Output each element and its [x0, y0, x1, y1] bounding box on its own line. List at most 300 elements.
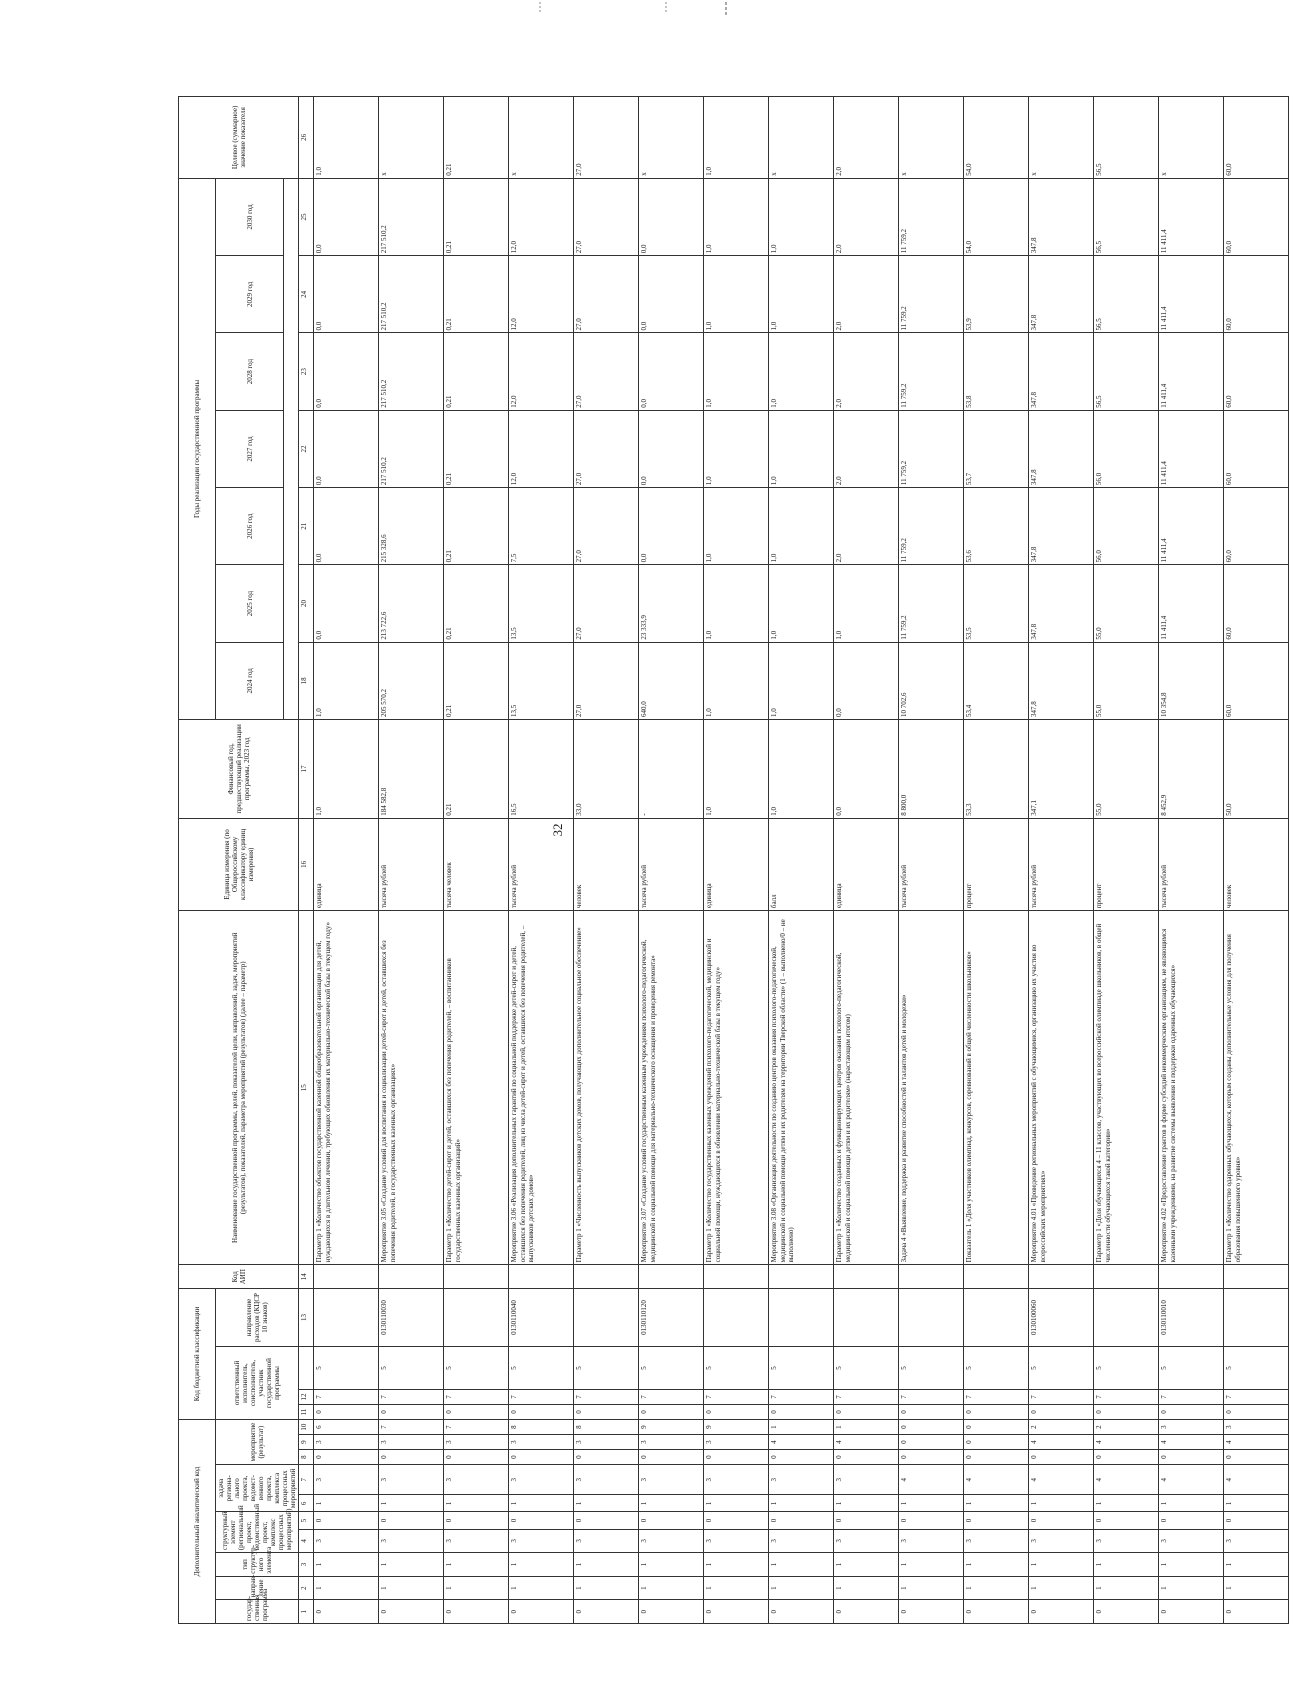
header-year-2024: 2024 год [216, 642, 284, 719]
table-row [509, 97, 574, 1624]
code-cell: 0 [899, 1512, 964, 1529]
code-cell: 1 [1094, 1495, 1159, 1512]
name-cell: Параметр 1 «Количество детей-сирот и детей, оставшихся без попечения родителей, – воспитанников государственных казенных организаций» [444, 911, 509, 1265]
year-value-cell: 0,21 [444, 333, 509, 410]
year-value-cell: 0,0 [639, 256, 704, 333]
code-cell: 9 [704, 1420, 769, 1435]
name-cell: Мероприятие 3.07 «Создание условий государственным казенным учреждениям психолого-педагогической, медицинской и социальной помощи для материально-технического оснащения и проведения ремонта» [639, 911, 704, 1265]
year-value-cell: 1,0 [834, 565, 899, 642]
kcsr-cell [314, 1289, 379, 1347]
code-cell: 0 [1224, 1404, 1289, 1419]
kcsr-cell: 0130110030 [379, 1289, 444, 1347]
header-fin-year: Финансовый год, предшествующий реализации программы, 2023 год [179, 719, 299, 818]
year-value-cell: 1,0 [769, 256, 834, 333]
header-dir: направ-ление [216, 1576, 299, 1600]
fin-year-cell: 50,0 [1224, 719, 1289, 818]
code-cell: 1 [1094, 1576, 1159, 1600]
code-cell: 1 [574, 1495, 639, 1512]
code-cell: 3 [639, 1435, 704, 1450]
unit-cell: процент [964, 818, 1029, 910]
year-value-cell: 1,0 [704, 642, 769, 719]
code-cell: 1 [1224, 1553, 1289, 1577]
unit-cell: единица [704, 818, 769, 910]
code-cell: 3 [379, 1465, 444, 1495]
code-cell: 1 [574, 1576, 639, 1600]
kcsr-cell: 0130110120 [639, 1289, 704, 1347]
year-value-cell: 0,21 [444, 488, 509, 565]
year-value-cell: 0,0 [314, 333, 379, 410]
header-years-group: Годы реализации государственной программы [179, 178, 216, 719]
target-cell: x [509, 97, 574, 179]
code-cell: 0 [704, 1450, 769, 1465]
fin-year-cell: 1,0 [704, 719, 769, 818]
fin-year-cell: 1,0 [314, 719, 379, 818]
target-cell: 54,0 [964, 97, 1029, 179]
code-cell: 0 [769, 1404, 834, 1419]
kcsr-cell [899, 1289, 964, 1347]
target-cell: x [1159, 97, 1224, 179]
code-cell: 5 [444, 1347, 509, 1390]
table-row [1029, 97, 1094, 1624]
table-row [704, 97, 769, 1624]
code-cell: 0 [314, 1600, 379, 1624]
code-cell: 0 [899, 1404, 964, 1419]
year-value-cell: 347,8 [1029, 565, 1094, 642]
code-cell: 7 [1094, 1389, 1159, 1404]
code-cell: 0 [379, 1450, 444, 1465]
code-cell: 1 [1224, 1495, 1289, 1512]
header-task: задача региона-льного проекта, ведомст-венного проекта, комплекса процессных мероприятий [216, 1465, 299, 1512]
table-row [899, 97, 964, 1624]
code-cell: 3 [1159, 1529, 1224, 1553]
year-value-cell: 53,7 [964, 410, 1029, 487]
code-cell: 5 [1029, 1347, 1094, 1390]
target-cell: 2,0 [834, 97, 899, 179]
code-cell: 0 [509, 1512, 574, 1529]
code-cell: 0 [769, 1450, 834, 1465]
code-cell: 4 [1029, 1435, 1094, 1450]
header-year-2027: 2027 год [216, 410, 284, 487]
column-number: 25 [299, 178, 314, 255]
code-cell: 7 [1159, 1389, 1224, 1404]
code-cell: 1 [379, 1576, 444, 1600]
code-cell: 7 [574, 1389, 639, 1404]
year-value-cell: 60,0 [1224, 178, 1289, 255]
code-cell: 8 [509, 1420, 574, 1435]
code-cell: 3 [379, 1529, 444, 1553]
code-cell: 0 [379, 1600, 444, 1624]
code-cell: 3 [1094, 1529, 1159, 1553]
code-cell: 0 [769, 1600, 834, 1624]
year-value-cell: 55,0 [1094, 565, 1159, 642]
code-cell: 3 [314, 1465, 379, 1495]
year-value-cell: 23 333,9 [639, 565, 704, 642]
code-cell: 0 [639, 1450, 704, 1465]
code-cell: 0 [444, 1450, 509, 1465]
code-cell: 0 [1094, 1600, 1159, 1624]
year-value-cell: 53,8 [964, 333, 1029, 410]
name-cell: Мероприятие 4.01 «Проведение региональных мероприятий с обучающимися, организацию их участия во всероссийских мероприятиях» [1029, 911, 1094, 1265]
table-header [179, 97, 314, 1624]
kcsr-cell [704, 1289, 769, 1347]
header-budget-code: Код бюджетной классификации [179, 1289, 216, 1420]
year-value-cell: 60,0 [1224, 333, 1289, 410]
kaip-cell [1029, 1265, 1094, 1289]
code-cell: 5 [639, 1347, 704, 1390]
code-cell: 7 [1029, 1389, 1094, 1404]
year-value-cell: 347,8 [1029, 410, 1094, 487]
unit-cell: тысяча рублей [1159, 818, 1224, 910]
year-value-cell: 10 354,8 [1159, 642, 1224, 719]
code-cell: 1 [704, 1553, 769, 1577]
code-cell: 3 [704, 1465, 769, 1495]
code-cell: 1 [1159, 1576, 1224, 1600]
column-number: 8 [299, 1450, 314, 1465]
code-cell: 0 [834, 1404, 899, 1419]
code-cell: 0 [1029, 1600, 1094, 1624]
column-number: 22 [299, 410, 314, 487]
kaip-cell [1159, 1265, 1224, 1289]
column-number: 20 [299, 565, 314, 642]
name-cell: Параметр 1 «Количество государственных казенных учреждений психолого-педагогической, медицинской и социальной помощи, нуждающихся в обновлении материально-технической базы в текущем году» [704, 911, 769, 1265]
code-cell: 4 [899, 1465, 964, 1495]
code-cell: 0 [1029, 1450, 1094, 1465]
code-cell: 0 [704, 1404, 769, 1419]
code-cell: 1 [834, 1495, 899, 1512]
unit-cell: тысяча рублей [379, 818, 444, 910]
column-number: 17 [299, 719, 314, 818]
table-row [769, 97, 834, 1624]
code-cell: 7 [834, 1389, 899, 1404]
year-value-cell: 56,0 [1094, 410, 1159, 487]
code-cell: 3 [314, 1529, 379, 1553]
code-cell: 7 [769, 1389, 834, 1404]
code-cell: 9 [639, 1420, 704, 1435]
year-value-cell: 60,0 [1224, 488, 1289, 565]
program-table [178, 96, 1289, 1624]
year-value-cell: 53,6 [964, 488, 1029, 565]
year-value-cell: 2,0 [834, 410, 899, 487]
table-row [574, 97, 639, 1624]
code-cell: 7 [1224, 1389, 1289, 1404]
code-cell: 0 [379, 1512, 444, 1529]
code-cell: 1 [1224, 1576, 1289, 1600]
code-cell: 5 [899, 1347, 964, 1390]
year-value-cell: 60,0 [1224, 410, 1289, 487]
code-cell: 1 [964, 1495, 1029, 1512]
unit-cell: тысяча человек [444, 818, 509, 910]
code-cell: 3 [704, 1435, 769, 1450]
code-cell: 1 [769, 1553, 834, 1577]
year-value-cell: 11 411,4 [1159, 410, 1224, 487]
year-value-cell: 0,21 [444, 410, 509, 487]
code-cell: 1 [899, 1576, 964, 1600]
code-cell: 3 [1224, 1420, 1289, 1435]
code-cell: 0 [1224, 1450, 1289, 1465]
code-cell: 3 [1159, 1420, 1224, 1435]
code-cell: 1 [834, 1420, 899, 1435]
kcsr-cell [1094, 1289, 1159, 1347]
unit-cell: человек [1224, 818, 1289, 910]
column-number: 4 [299, 1529, 314, 1553]
header-target: Целевое (суммарное) значение показателя [179, 97, 299, 179]
header-executor: ответственный исполнитель, соисполнитель, участник государственной программы [216, 1347, 299, 1420]
table-row [1094, 97, 1159, 1624]
year-value-cell: 0,21 [444, 178, 509, 255]
code-cell: 1 [769, 1576, 834, 1600]
header-kaip: Код АИП [179, 1265, 299, 1289]
code-cell: 3 [574, 1435, 639, 1450]
code-cell: 5 [964, 1347, 1029, 1390]
fin-year-cell: 53,3 [964, 719, 1029, 818]
code-cell: 4 [834, 1435, 899, 1450]
unit-cell: процент [1094, 818, 1159, 910]
code-cell: 1 [964, 1576, 1029, 1600]
code-cell: 0 [964, 1435, 1029, 1450]
name-cell: Мероприятие 4.02 «Предоставление грантов в форме субсидий некоммерческим организациям, не являющимся казенными учреждениями, на развитие системы выявления и поддержки одаренных обучающихся» [1159, 911, 1224, 1265]
year-value-cell: 53,9 [964, 256, 1029, 333]
column-number: 11 [299, 1404, 314, 1419]
code-cell: 1 [444, 1576, 509, 1600]
year-value-cell: 217 510,2 [379, 333, 444, 410]
code-cell: 1 [964, 1553, 1029, 1577]
column-number: 2 [299, 1576, 314, 1600]
name-cell: Параметр 1 «Количество объектов государственной казенной общеобразовательной организации для детей, нуждающихся в длительном лечении, требующих обновления их материально-технической базы в текущем году» [314, 911, 379, 1265]
target-cell: 1,0 [704, 97, 769, 179]
unit-cell: тысяча рублей [639, 818, 704, 910]
header-year-2028: 2028 год [216, 333, 284, 410]
target-cell: 27,0 [574, 97, 639, 179]
name-cell: Параметр 1 «Численность выпускников детских домов, получающих дополнительное социальное обеспечение» [574, 911, 639, 1265]
code-cell: 1 [314, 1576, 379, 1600]
year-value-cell: 11 759,2 [899, 565, 964, 642]
year-value-cell: 60,0 [1224, 642, 1289, 719]
column-number: 21 [299, 488, 314, 565]
code-cell: 0 [769, 1512, 834, 1529]
unit-cell: тысяча рублей [1029, 818, 1094, 910]
code-cell: 3 [1029, 1529, 1094, 1553]
code-cell: 0 [509, 1600, 574, 1624]
column-number: 3 [299, 1553, 314, 1577]
code-cell: 4 [1094, 1435, 1159, 1450]
code-cell: 3 [509, 1529, 574, 1553]
code-cell: 0 [704, 1512, 769, 1529]
year-value-cell: 2,0 [834, 178, 899, 255]
kaip-cell [1224, 1265, 1289, 1289]
kaip-cell [769, 1265, 834, 1289]
target-cell: x [379, 97, 444, 179]
year-value-cell: 213 722,6 [379, 565, 444, 642]
fin-year-cell: 55,0 [1094, 719, 1159, 818]
year-value-cell: 11 411,4 [1159, 565, 1224, 642]
column-number: 26 [299, 97, 314, 179]
year-value-cell: 56,5 [1094, 178, 1159, 255]
code-cell: 5 [574, 1347, 639, 1390]
target-cell: 1,0 [314, 97, 379, 179]
year-value-cell: 11 759,2 [899, 333, 964, 410]
code-cell: 3 [639, 1529, 704, 1553]
unit-cell: человек [574, 818, 639, 910]
header-name: Наименование государственной программы, целей, показателей цели, направлений, задач, мероприятий (результатов), показателей, параметра мероприятий (результатов) (далее – параметр) [179, 911, 299, 1265]
year-value-cell: 1,0 [704, 410, 769, 487]
year-value-cell: 12,0 [509, 410, 574, 487]
code-cell: 0 [444, 1512, 509, 1529]
code-cell: 0 [1159, 1450, 1224, 1465]
target-cell: 60,0 [1224, 97, 1289, 179]
kaip-cell [1094, 1265, 1159, 1289]
kaip-cell [574, 1265, 639, 1289]
code-cell: 2 [1094, 1420, 1159, 1435]
code-cell: 0 [314, 1512, 379, 1529]
year-value-cell: 27,0 [574, 333, 639, 410]
code-cell: 0 [1224, 1512, 1289, 1529]
code-cell: 7 [639, 1389, 704, 1404]
kaip-cell [834, 1265, 899, 1289]
table-body [314, 97, 1289, 1624]
code-cell: 3 [964, 1529, 1029, 1553]
year-value-cell: 11 411,4 [1159, 178, 1224, 255]
code-cell: 1 [704, 1495, 769, 1512]
year-value-cell: 1,0 [769, 178, 834, 255]
code-cell: 3 [574, 1465, 639, 1495]
year-value-cell: 53,4 [964, 642, 1029, 719]
year-value-cell: 27,0 [574, 410, 639, 487]
column-number: 9 [299, 1435, 314, 1450]
year-value-cell: 2,0 [834, 256, 899, 333]
year-value-cell: 0,0 [639, 410, 704, 487]
year-value-cell: 56,5 [1094, 256, 1159, 333]
code-cell: 0 [899, 1435, 964, 1450]
kaip-cell [444, 1265, 509, 1289]
code-cell: 1 [899, 1553, 964, 1577]
year-value-cell: 53,5 [964, 565, 1029, 642]
code-cell: 3 [509, 1465, 574, 1495]
code-cell: 1 [314, 1495, 379, 1512]
name-cell: Показатель 1 «Доля участников олимпиад, конкурсов, соревнований в общей численности школьников» [964, 911, 1029, 1265]
kcsr-cell: 0130110040 [509, 1289, 574, 1347]
code-cell: 0 [379, 1404, 444, 1419]
code-cell: 5 [314, 1347, 379, 1390]
code-cell: 0 [314, 1450, 379, 1465]
code-cell: 0 [574, 1404, 639, 1419]
column-number: 6 [299, 1495, 314, 1512]
code-cell: 5 [1159, 1347, 1224, 1390]
year-value-cell: 347,8 [1029, 178, 1094, 255]
column-number [299, 1347, 314, 1390]
code-cell: 4 [1159, 1435, 1224, 1450]
kcsr-cell: 0130100060 [1029, 1289, 1094, 1347]
header-year-2026: 2026 год [216, 488, 284, 565]
target-cell: 56,5 [1094, 97, 1159, 179]
code-cell: 1 [444, 1495, 509, 1512]
kcsr-cell [834, 1289, 899, 1347]
unit-cell: тысяча рублей [899, 818, 964, 910]
code-cell: 7 [899, 1389, 964, 1404]
year-value-cell: 640,0 [639, 642, 704, 719]
fin-year-cell: 0,0 [834, 719, 899, 818]
year-value-cell: 0,0 [314, 410, 379, 487]
year-value-cell: 217 510,2 [379, 410, 444, 487]
code-cell: 3 [834, 1529, 899, 1553]
code-cell: 1 [1094, 1553, 1159, 1577]
target-cell: x [769, 97, 834, 179]
code-cell: 7 [509, 1389, 574, 1404]
fin-year-cell: 33,0 [574, 719, 639, 818]
table-row [1159, 97, 1224, 1624]
code-cell: 0 [314, 1404, 379, 1419]
code-cell: 1 [704, 1576, 769, 1600]
header-struct: структурный элемент (региональный проект, ведомственный проект, комплекс процессных мероприятий) [216, 1512, 299, 1553]
year-value-cell: 11 411,4 [1159, 488, 1224, 565]
code-cell: 1 [899, 1495, 964, 1512]
code-cell: 1 [379, 1495, 444, 1512]
year-value-cell: 12,0 [509, 178, 574, 255]
kaip-cell [639, 1265, 704, 1289]
code-cell: 1 [444, 1553, 509, 1577]
code-cell: 0 [574, 1600, 639, 1624]
name-cell: Параметр 1 «Количество созданных и функционирующих центров оказания психолого-педагогической, медицинской и социальной помощи детям и их родителям» (нарастающим итогом) [834, 911, 899, 1265]
year-value-cell: 217 510,2 [379, 256, 444, 333]
year-value-cell: 11 411,4 [1159, 256, 1224, 333]
year-value-cell: 0,0 [639, 178, 704, 255]
code-cell: 0 [964, 1512, 1029, 1529]
column-number: 1 [299, 1600, 314, 1624]
column-number: 5 [299, 1512, 314, 1529]
fin-year-cell: 16,5 [509, 719, 574, 818]
table-row [379, 97, 444, 1624]
code-cell: 1 [639, 1495, 704, 1512]
fin-year-cell: 8 452,9 [1159, 719, 1224, 818]
code-cell: 5 [1094, 1347, 1159, 1390]
column-number: 24 [299, 256, 314, 333]
year-value-cell: 27,0 [574, 178, 639, 255]
column-number: 13 [299, 1289, 314, 1347]
code-cell: 0 [1029, 1404, 1094, 1419]
year-value-cell: 56,5 [1094, 333, 1159, 410]
kcsr-cell: 0130110010 [1159, 1289, 1224, 1347]
year-value-cell: 0,0 [314, 488, 379, 565]
code-cell: 0 [509, 1404, 574, 1419]
code-cell: 3 [509, 1435, 574, 1450]
year-value-cell: 217 510,2 [379, 178, 444, 255]
unit-cell: единица [834, 818, 899, 910]
table-row [834, 97, 899, 1624]
year-value-cell: 0,0 [834, 642, 899, 719]
year-value-cell: 1,0 [704, 333, 769, 410]
scan-marks [0, 0, 1200, 20]
year-value-cell: 347,8 [1029, 333, 1094, 410]
year-value-cell: 11 759,2 [899, 178, 964, 255]
code-cell: 7 [379, 1420, 444, 1435]
code-cell: 3 [314, 1435, 379, 1450]
code-cell: 5 [1224, 1347, 1289, 1390]
code-cell: 0 [444, 1404, 509, 1419]
code-cell: 0 [1029, 1512, 1094, 1529]
code-cell: 5 [834, 1347, 899, 1390]
year-value-cell: 1,0 [704, 256, 769, 333]
year-value-cell: 13,5 [509, 565, 574, 642]
fin-year-cell: 184 582,8 [379, 719, 444, 818]
code-cell: 3 [1224, 1529, 1289, 1553]
name-cell: Задача 4 «Выявление, поддержка и развитие способностей и талантов детей и молодежи» [899, 911, 964, 1265]
code-cell: 0 [1224, 1600, 1289, 1624]
code-cell: 1 [1159, 1553, 1224, 1577]
code-cell: 1 [1159, 1495, 1224, 1512]
kaip-cell [964, 1265, 1029, 1289]
code-cell: 4 [964, 1465, 1029, 1495]
fin-year-cell: - [639, 719, 704, 818]
year-value-cell: 0,0 [314, 256, 379, 333]
